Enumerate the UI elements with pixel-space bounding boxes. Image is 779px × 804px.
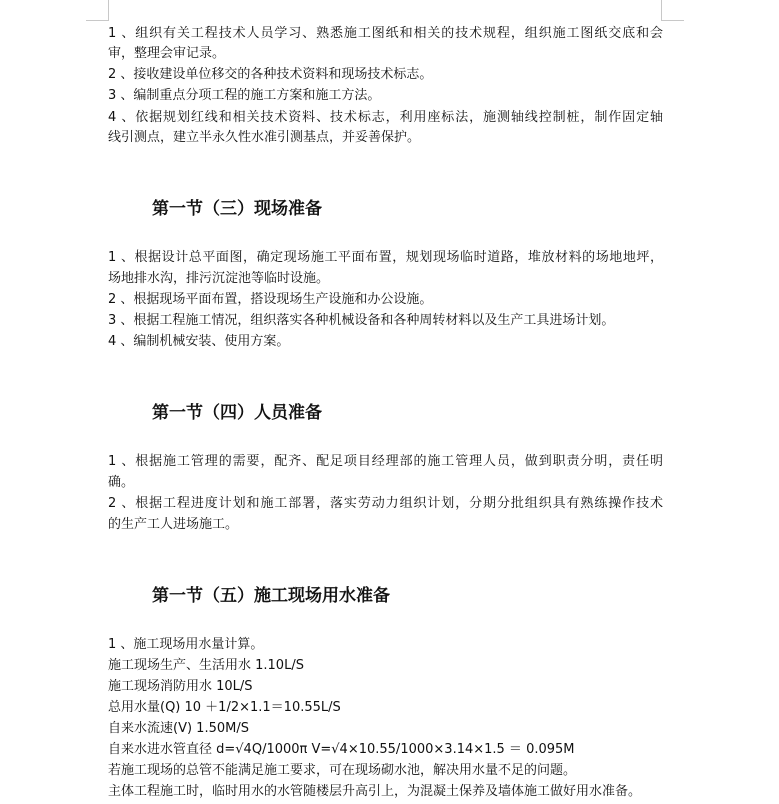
paragraph-line: 1 、组织有关工程技术人员学习、熟悉施工图纸和相关的技术规程，组织施工图纸交底和会 (108, 26, 663, 41)
paragraph-line: 4 、编制机械安装、使用方案。 (108, 334, 290, 349)
section-heading: 第一节（五）施工现场用水准备 (152, 586, 390, 606)
paragraph-line: 3 、根据工程施工情况，组织落实各种机械设备和各种周转材料以及生产工具进场计划。 (108, 313, 615, 328)
paragraph-line: 自来水流速(V) 1.50M/S (108, 721, 249, 736)
formula-line: 自来水进水管直径 d=√4Q/1000π V=√4×10.55/1000×3.14×1.5 ＝ 0.095M (108, 742, 575, 757)
paragraph-line: 线引测点，建立半永久性水准引测基点，并妥善保护。 (108, 130, 421, 145)
paragraph-line: 总用水量(Q) 10 ＋1/2×1.1＝10.55L/S (108, 700, 341, 715)
section-heading: 第一节（三）现场准备 (152, 199, 322, 219)
paragraph-line: 2 、接收建设单位移交的各种技术资料和现场技术标志。 (108, 67, 433, 82)
paragraph-line: 2 、根据现场平面布置，搭设现场生产设施和办公设施。 (108, 292, 433, 307)
paragraph-line: 主体工程施工时，临时用水的水管随楼层升高引上，为混凝土保养及墙体施工做好用水准备。 (108, 784, 642, 799)
paragraph-line: 3 、编制重点分项工程的施工方案和施工方法。 (108, 88, 381, 103)
paragraph-line: 场地排水沟，排污沉淀池等临时设施。 (108, 271, 330, 286)
paragraph-line: 若施工现场的总管不能满足施工要求，可在现场砌水池，解决用水量不足的问题。 (108, 763, 577, 778)
paragraph-line: 确。 (108, 475, 135, 490)
crop-mark-top-right (661, 0, 684, 21)
section-heading: 第一节（四）人员准备 (152, 403, 322, 423)
paragraph-line: 施工现场消防用水 10L/S (108, 679, 253, 694)
paragraph-line: 1 、施工现场用水量计算。 (108, 637, 264, 652)
paragraph-line: 1 、根据施工管理的需要，配齐、配足项目经理部的施工管理人员，做到职责分明，责任明 (108, 454, 663, 469)
paragraph-line: 的生产工人进场施工。 (108, 517, 239, 532)
paragraph-line: 审，整理会审记录。 (108, 46, 226, 61)
paragraph-line: 4 、依据规划红线和相关技术资料、技术标志，利用座标法，施测轴线控制桩，制作固定轴 (108, 110, 663, 125)
paragraph-line: 1 、根据设计总平面图，确定现场施工平面布置，规划现场临时道路，堆放材料的场地地坪， (108, 250, 663, 265)
paragraph-line: 施工现场生产、生活用水 1.10L/S (108, 658, 304, 673)
paragraph-line: 2 、根据工程进度计划和施工部署，落实劳动力组织计划，分期分批组织具有熟练操作技术 (108, 496, 663, 511)
crop-mark-top-left (86, 0, 109, 21)
